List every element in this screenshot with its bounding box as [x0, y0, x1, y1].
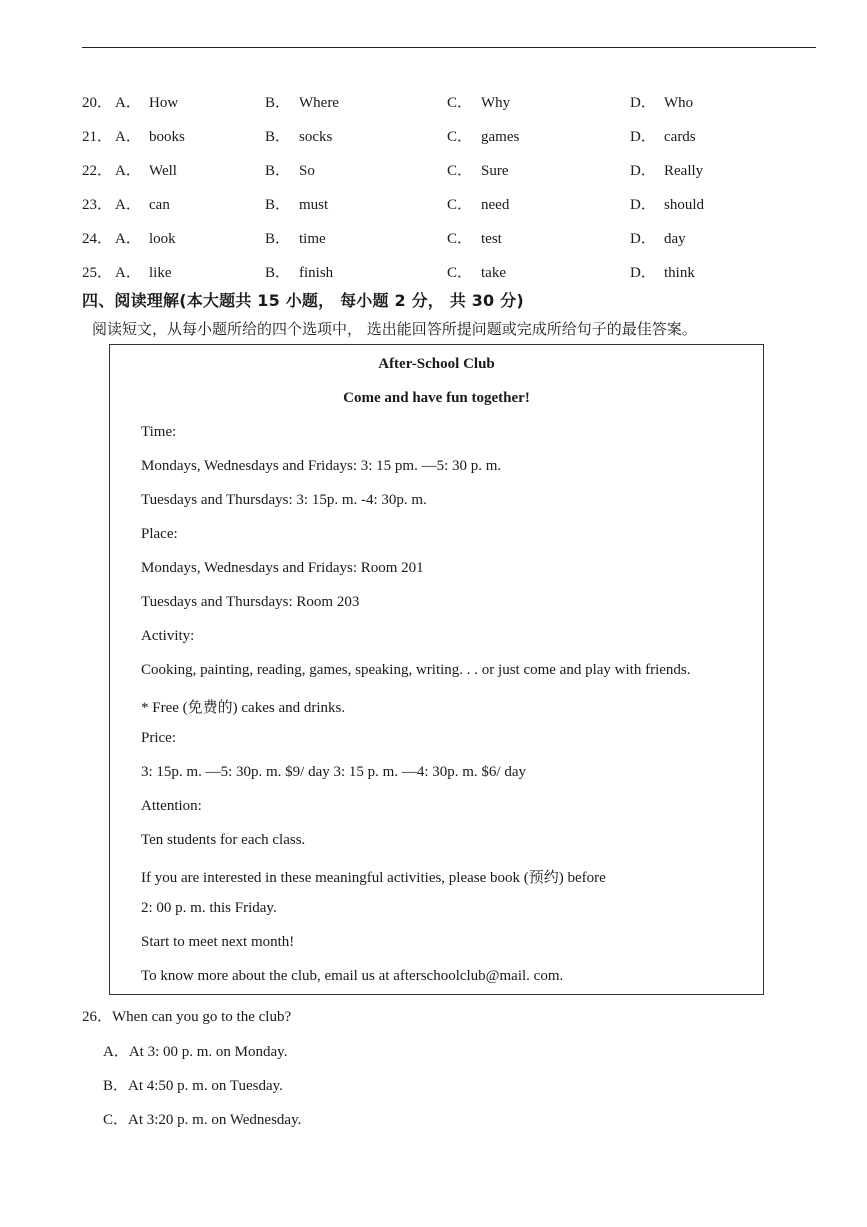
section-instruction: 阅读短文，从每小题所给的四个选项中， 选出能回答所提问题或完成所给句子的最佳答案。 — [92, 320, 697, 338]
option-d: D． day — [630, 231, 686, 247]
question-number: 21． — [82, 129, 113, 145]
option-d: D． Really — [630, 163, 704, 179]
option-b: B． must — [265, 197, 329, 213]
option-c: C． test — [447, 231, 502, 247]
notice-line: To know more about the club, email us at afterschoolclub@mail. com. — [141, 968, 564, 984]
option-c: C． Why — [447, 95, 511, 111]
notice-line: Place: — [141, 526, 178, 542]
question-number: 22． — [82, 163, 113, 179]
question-row — [0, 125, 867, 147]
option-c: C． Sure — [447, 163, 509, 179]
question-26-stem: 26．When can you go to the club? — [82, 1009, 292, 1025]
notice-subtitle: Come and have fun together! — [343, 390, 530, 406]
question-number: 25． — [82, 265, 113, 281]
option-d: D． should — [630, 197, 705, 213]
question-number: 23． — [82, 197, 113, 213]
option-c: C． need — [447, 197, 510, 213]
question-row — [0, 159, 867, 181]
notice-line: If you are interested in these meaningful activities, please book (预约) before — [141, 870, 606, 886]
option-a: A． look — [115, 231, 176, 247]
question-row — [0, 227, 867, 249]
notice-line: Attention: — [141, 798, 202, 814]
option-a: A． books — [115, 129, 185, 145]
notice-line: Start to meet next month! — [141, 934, 295, 950]
question-number: 24． — [82, 231, 113, 247]
option-b: B． Where — [265, 95, 339, 111]
notice-line: Mondays, Wednesdays and Fridays: 3: 15 pm. —5: 30 p. m. — [141, 458, 502, 474]
option-c: C． take — [447, 265, 506, 281]
notice-line: Ten students for each class. — [141, 832, 306, 848]
question-row — [0, 91, 867, 113]
option-c: C． games — [447, 129, 520, 145]
header-rule — [82, 47, 816, 48]
notice-line: Tuesdays and Thursdays: 3: 15p. m. -4: 30p. m. — [141, 492, 427, 508]
option-d: D． Who — [630, 95, 694, 111]
notice-line: * Free (免费的) cakes and drinks. — [141, 700, 346, 716]
option-a: A． like — [115, 265, 172, 281]
question-row — [0, 261, 867, 283]
option-d: D． think — [630, 265, 695, 281]
option-b: B． socks — [265, 129, 333, 145]
notice-title: After-School Club — [378, 356, 495, 372]
section-title: 四、阅读理解(本大题共 15 小题， 每小题 2 分， 共 30 分) — [82, 291, 524, 310]
notice-line: Tuesdays and Thursdays: Room 203 — [141, 594, 360, 610]
option-b: B． time — [265, 231, 326, 247]
question-row — [0, 193, 867, 215]
notice-line: Cooking, painting, reading, games, speaking, writing. . . or just come and play with friends. — [141, 662, 691, 678]
option-b: B． So — [265, 163, 315, 179]
choice-b: B．At 4:50 p. m. on Tuesday. — [103, 1078, 283, 1094]
notice-line: 2: 00 p. m. this Friday. — [141, 900, 277, 916]
club-notice — [109, 344, 764, 995]
question-number: 20． — [82, 95, 113, 111]
notice-line: Price: — [141, 730, 176, 746]
notice-line: Activity: — [141, 628, 195, 644]
notice-line: 3: 15p. m. —5: 30p. m. $9/ day 3: 15 p. m. —4: 30p. m. $6/ day — [141, 764, 526, 780]
choice-c: C．At 3:20 p. m. on Wednesday. — [103, 1112, 302, 1128]
option-a: A． can — [115, 197, 170, 213]
option-a: A． How — [115, 95, 179, 111]
option-b: B． finish — [265, 265, 334, 281]
choice-a: A．At 3: 00 p. m. on Monday. — [103, 1044, 288, 1060]
option-d: D． cards — [630, 129, 696, 145]
option-a: A． Well — [115, 163, 177, 179]
notice-line: Time: — [141, 424, 177, 440]
notice-line: Mondays, Wednesdays and Fridays: Room 201 — [141, 560, 424, 576]
